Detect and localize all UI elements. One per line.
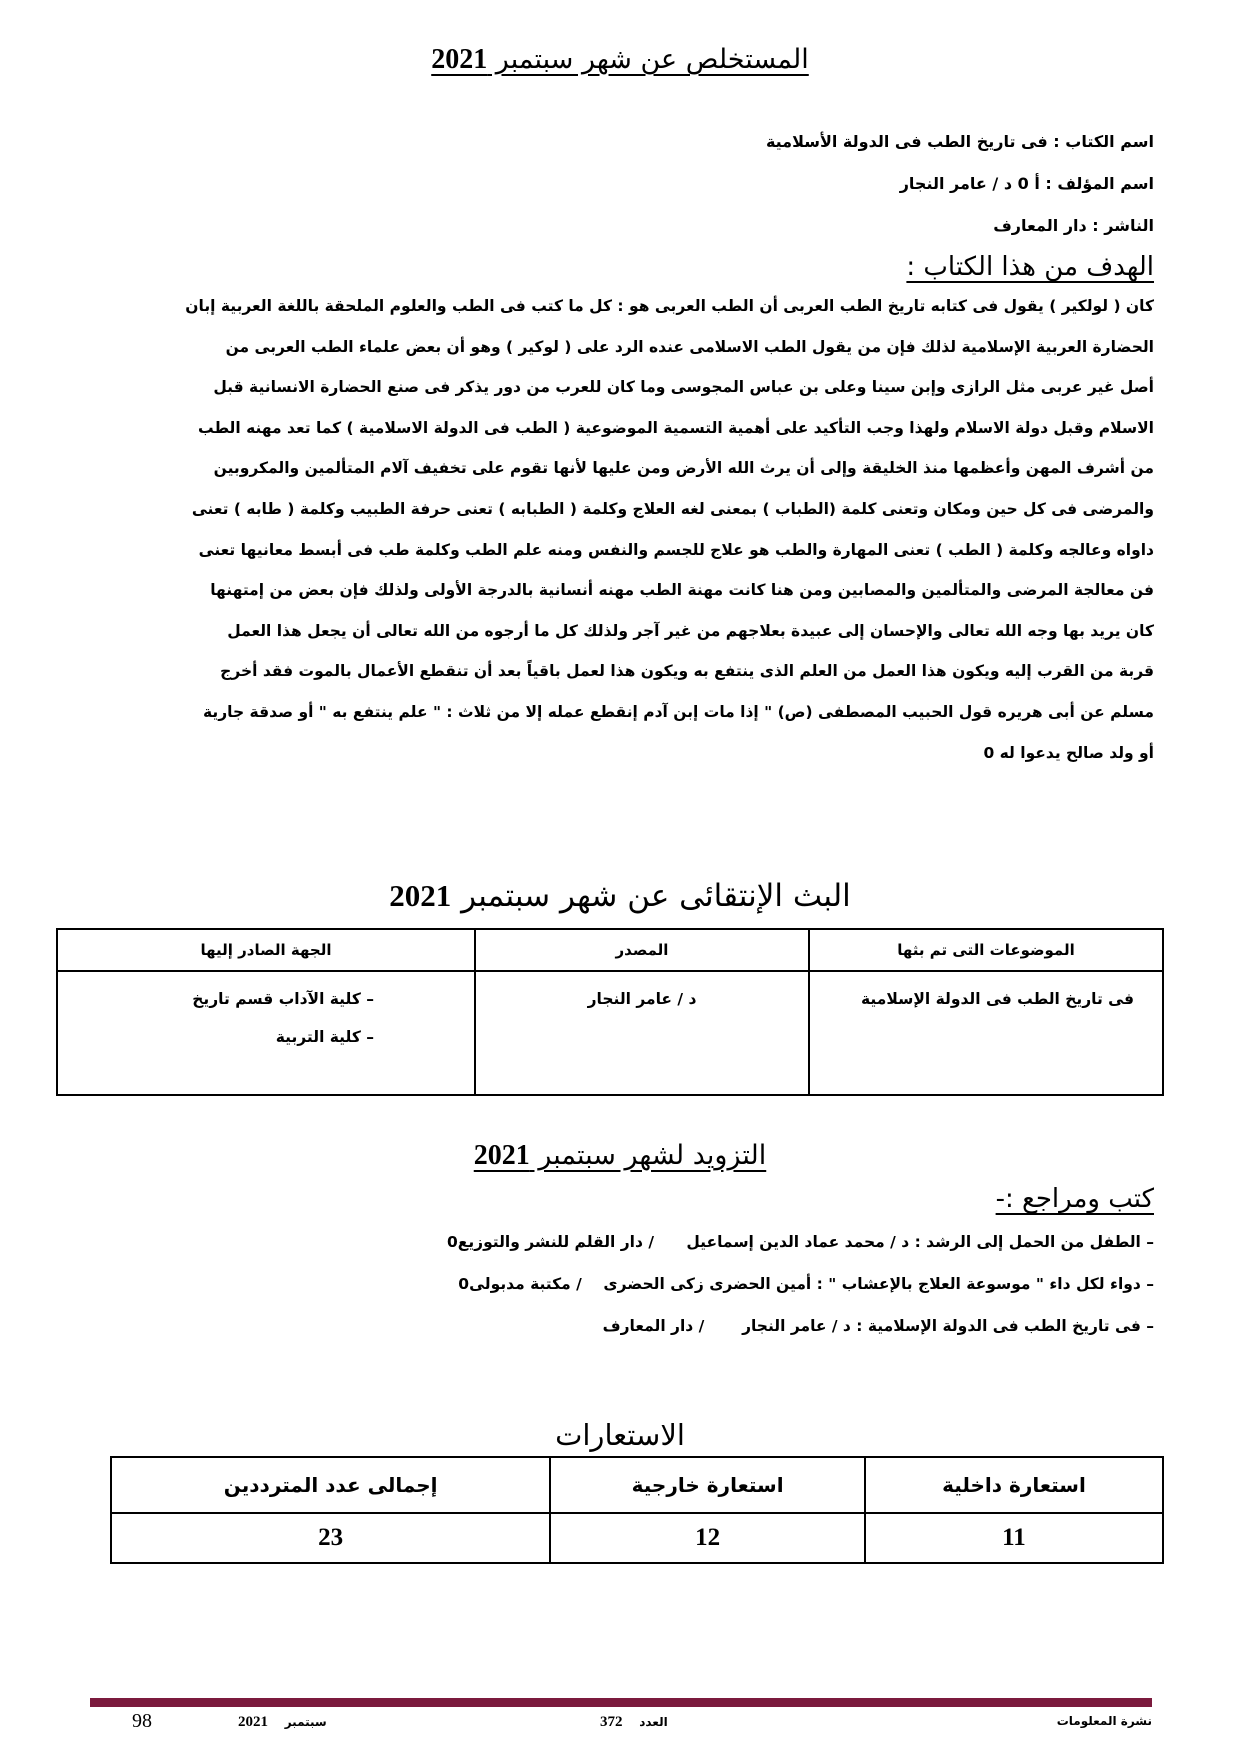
broadcast-header-topics: الموضوعات التى تم بثها bbox=[809, 929, 1163, 971]
footer-issue-label: العدد bbox=[639, 1715, 668, 1729]
broadcast-header-target: الجهة الصادر إليها bbox=[57, 929, 475, 971]
acquisitions-title-text: التزويد لشهر سبتمبر bbox=[529, 1140, 767, 1171]
broadcast-target: – كلية التربية bbox=[275, 1028, 374, 1046]
broadcast-header-source: المصدر bbox=[475, 929, 809, 971]
acquisitions-title bbox=[0, 1140, 1240, 1172]
book-author-line: اسم المؤلف : أ 0 د / عامر النجار bbox=[899, 174, 1154, 193]
broadcast-title-text: البث الإنتقائى عن شهر سبتمبر bbox=[451, 878, 851, 914]
loans-header-total: إجمالى عدد المترددين bbox=[111, 1457, 550, 1513]
goal-line: والمرضى فى كل حين ومكان وتعنى كلمة (الطباب ) بمعنى لغه العلاج وكلمة ( الطبابه ) تعنى حرفة الطبيب وكلمة ( طابه ) تعنى bbox=[191, 499, 1154, 518]
goal-line: مسلم عن أبى هريره قول الحبيب المصطفى (ص) " إذا مات إبن آدم إنقطع عمله إلا من ثلاث : " علم ينتفع به " أو صدقة جارية bbox=[203, 702, 1154, 721]
loans-title: الاستعارات bbox=[555, 1418, 685, 1452]
broadcast-topic: فى تاريخ الطب فى الدولة الإسلامية bbox=[861, 990, 1134, 1008]
footer-month: سبتمبر bbox=[284, 1715, 327, 1729]
footer-publication: نشرة المعلومات bbox=[1056, 1714, 1152, 1728]
footer-bar bbox=[90, 1698, 1152, 1707]
broadcast-title bbox=[0, 878, 1240, 914]
page-title bbox=[0, 44, 1240, 76]
loans-value-total: 23 bbox=[111, 1513, 550, 1563]
loans-header-external: استعارة خارجية bbox=[550, 1457, 865, 1513]
broadcast-title-year: 2021 bbox=[389, 878, 452, 913]
goal-line: أو ولد صالح يدعوا له 0 bbox=[983, 743, 1154, 762]
goal-heading: الهدف من هذا الكتاب : bbox=[906, 252, 1154, 282]
goal-line: قربة من القرب إليه ويكون هذا العمل من العلم الذى ينتفع به ويكون هذا لعمل باقياً بعد أن تنقطع الأعمال بالموت فقد أخرج bbox=[220, 662, 1154, 681]
broadcast-target-cell bbox=[57, 971, 475, 1095]
loans-value-external: 12 bbox=[550, 1513, 865, 1563]
loans-value-internal: 11 bbox=[865, 1513, 1163, 1563]
footer-issue-number: 372 bbox=[600, 1714, 623, 1730]
book-publisher-line: الناشر : دار المعارف bbox=[993, 216, 1154, 235]
goal-line: كان يريد بها وجه الله تعالى والإحسان إلى عبيدة بعلاجهم من غير آجر ولذلك كل ما أرجوه من الله تعالى أن يجعل هذا العمل bbox=[227, 621, 1154, 640]
footer-issue bbox=[600, 1714, 668, 1731]
broadcast-source-cell bbox=[475, 971, 809, 1095]
goal-line: من أشرف المهن وأعظمها منذ الخليقة وإلى أن يرث الله الأرض ومن عليها لأنها تقوم على تخفيف آلام المتألمين والمكروبين bbox=[213, 459, 1154, 478]
broadcast-topic-cell bbox=[809, 971, 1163, 1095]
footer-page-number bbox=[132, 1710, 152, 1733]
book-item: – فى تاريخ الطب فى الدولة الإسلامية : د / عامر النجار / دار المعارف bbox=[602, 1317, 1154, 1335]
goal-line: أصل غير عربى مثل الرازى وإبن سينا وعلى بن عباس المجوسى وما كان للعرب من دور يذكر فى صنع الحضارة الانسانية قبل bbox=[213, 378, 1154, 397]
book-item: – الطفل من الحمل إلى الرشد : د / محمد عماد الدين إسماعيل / دار القلم للنشر والتوزيع0 bbox=[446, 1233, 1154, 1251]
page-title-year: 2021 bbox=[431, 44, 488, 75]
broadcast-target: – كلية الآداب قسم تاريخ bbox=[192, 990, 374, 1008]
broadcast-source: د / عامر النجار bbox=[587, 990, 697, 1008]
books-heading: كتب ومراجع :- bbox=[995, 1184, 1154, 1214]
loans-header-internal: استعارة داخلية bbox=[865, 1457, 1163, 1513]
footer-year: 2021 bbox=[238, 1714, 268, 1730]
loans-table bbox=[110, 1456, 1164, 1564]
page-title-text: المستخلص عن شهر سبتمبر bbox=[487, 44, 809, 75]
goal-line: الاسلام وقبل دولة الاسلام ولهذا وجب التأكيد على أهمية التسمية الموضوعية ( الطب فى الدولة الاسلامية ) كما تعد مهنه الطب bbox=[198, 418, 1154, 437]
book-item: – دواء لكل داء " موسوعة العلاج بالإعشاب " : أمين الحضرى زكى الحضرى / مكتبة مدبولى0 bbox=[458, 1275, 1154, 1293]
goal-line: فن معالجة المرضى والمتألمين والمصابين ومن هنا كانت مهنة الطب مهنه أنسانية بالدرجة الأولى ولذلك فإن بعض من إمتهنها bbox=[210, 581, 1154, 600]
footer-date bbox=[238, 1714, 327, 1731]
broadcast-table bbox=[56, 928, 1164, 1096]
goal-line: كان ( لولكير ) يقول فى كتابه تاريخ الطب العربى أن الطب العربى هو : كل ما كتب فى الطب والعلوم الملحقة باللغة العربية إبان bbox=[185, 297, 1154, 315]
goal-line: داواه وعالجه وكلمة ( الطب ) تعنى المهارة والطب هو علاج للجسم والنفس ومنه علم الطب وكلمة طب فى أبسط معانيها تعنى bbox=[198, 540, 1154, 559]
footer-page: 98 bbox=[132, 1710, 152, 1732]
book-title-line: اسم الكتاب : فى تاريخ الطب فى الدولة الأسلامية bbox=[765, 132, 1154, 151]
goal-line: الحضارة العربية الإسلامية لذلك فإن من يقول الطب الاسلامى عنده الرد على ( لوكير ) وهو أن بعض علماء الطب العربى من bbox=[225, 337, 1154, 356]
goal-paragraph bbox=[86, 286, 1154, 773]
acquisitions-title-year: 2021 bbox=[473, 1140, 530, 1171]
